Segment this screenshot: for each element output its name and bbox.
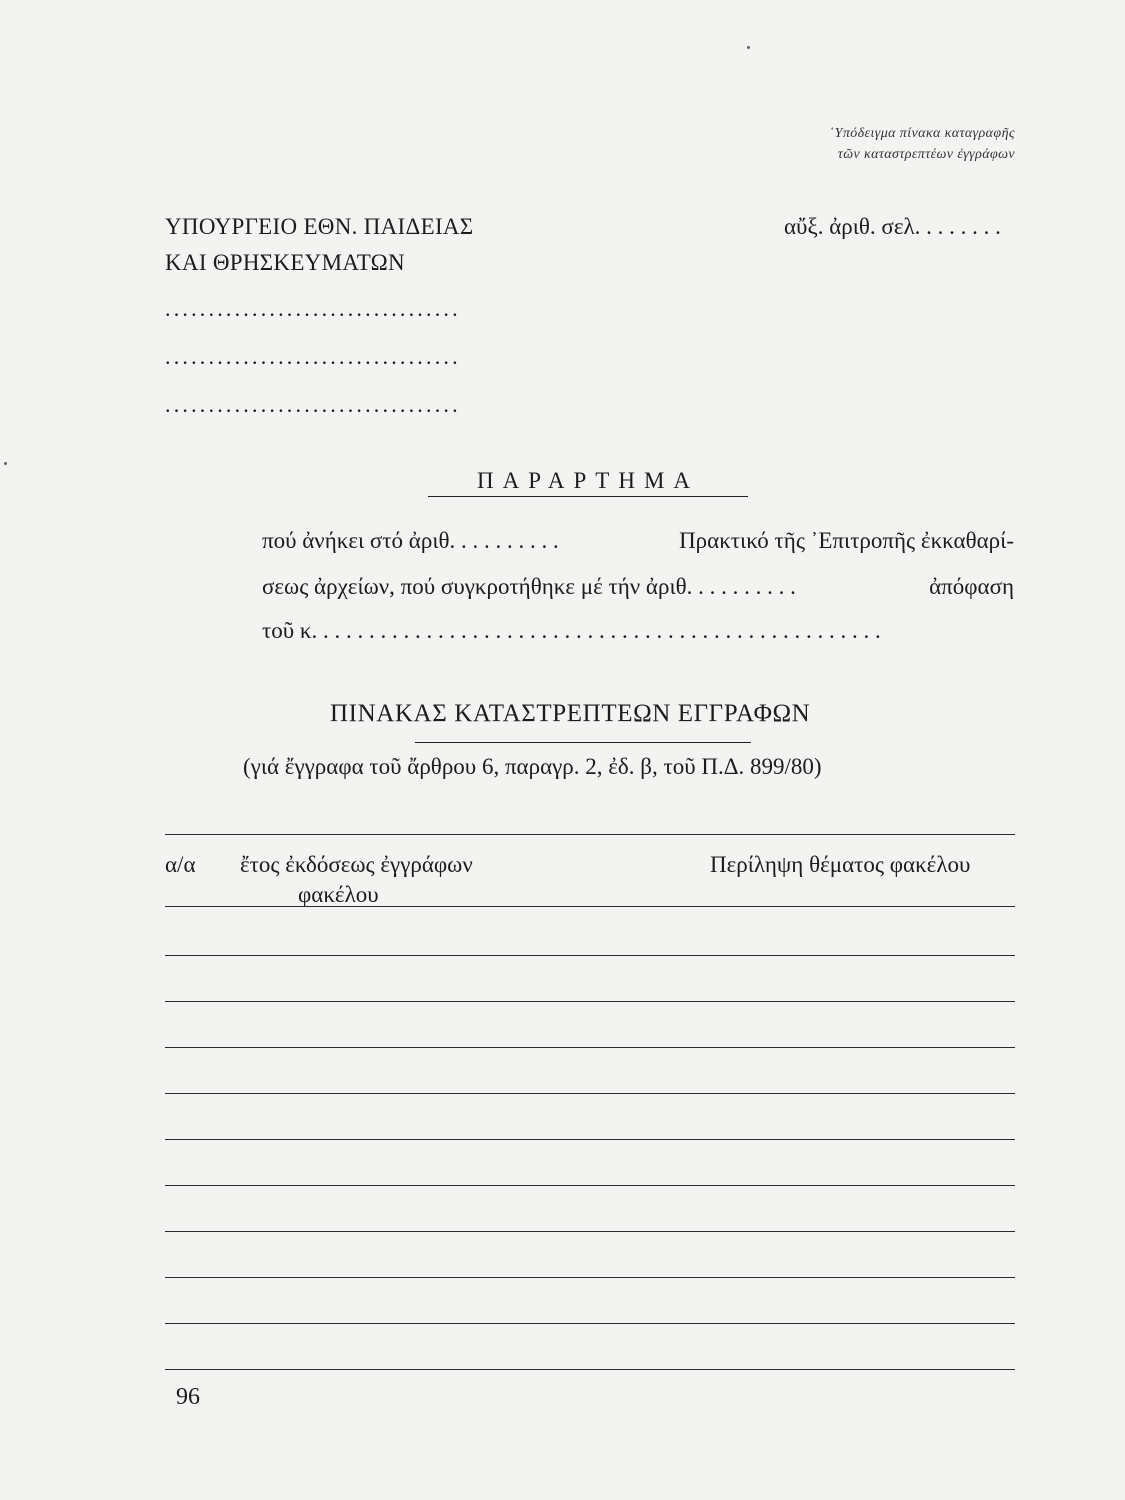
ministry-line-2: ΚΑΙ ΘΡΗΣΚΕΥΜΑΤΩΝ — [165, 250, 405, 275]
paragraph-line-3: τοῦ κ. . . . . . . . . . . . . . . . . . . . . . . . . . . . . . . . . . . . . . . . . . . . . . . . . . — [262, 618, 881, 643]
dotted-line-1: .................................. — [165, 296, 461, 321]
caption-line-1: ῾Υπόδειγμα πίνακα καταγραφῆς — [829, 126, 1015, 141]
header-year: ἔτος ἐκδόσεως ἐγγράφων — [240, 852, 473, 877]
scan-speck — [4, 462, 7, 465]
dotted-line-2: .................................. — [165, 344, 461, 369]
annex-title: ΠΑΡΑΡΤΗΜΑ — [428, 468, 748, 497]
paragraph-line-2 — [262, 574, 1014, 600]
scan-speck — [747, 46, 750, 49]
paragraph-line-1-left: πού ἀνήκει στό ἀριθ. . . . . . . . . . — [262, 528, 559, 553]
table-row — [165, 1093, 1015, 1094]
paragraph-line-1-right: Πρακτικό τῆς ᾿Επιτροπῆς ἐκκαθαρί- — [679, 528, 1014, 553]
table-row — [165, 1047, 1015, 1048]
ministry-line-1: ΥΠΟΥΡΓΕΙΟ ΕΘΝ. ΠΑΙΔΕΙΑΣ — [165, 214, 474, 239]
header-year-folder: φακέλου — [298, 882, 379, 907]
paragraph-line-2-left: σεως ἀρχείων, πού συγκροτήθηκε μέ τήν ἀριθ. . . . . . . . . . — [262, 574, 796, 599]
header-summary: Περίληψη θέματος φακέλου — [710, 852, 971, 877]
table-top-rule — [165, 834, 1015, 835]
caption-line-2: τῶν καταστρεπτέων ἐγγράφων — [837, 147, 1015, 162]
header-bottom-rule — [165, 906, 1015, 907]
table-row — [165, 1231, 1015, 1232]
dotted-line-3: .................................. — [165, 392, 461, 417]
table-row — [165, 1323, 1015, 1324]
page-number: 96 — [176, 1384, 200, 1410]
table-row — [165, 1139, 1015, 1140]
table-row — [165, 1277, 1015, 1278]
paragraph-line-2-right: ἀπόφαση — [929, 574, 1014, 599]
table-title-underline — [415, 742, 751, 743]
table-row — [165, 1001, 1015, 1002]
table-row — [165, 1369, 1015, 1370]
table-row — [165, 1185, 1015, 1186]
header-serial: α/α — [165, 852, 196, 877]
reference-number: αὔξ. ἀριθ. σελ. . . . . . . . — [784, 214, 1001, 239]
paragraph-line-1 — [262, 528, 1014, 554]
table-row — [165, 955, 1015, 956]
table-subtitle: (γιά ἔγγραφα τοῦ ἄρθρου 6, παραγρ. 2, ἐδ. β, τοῦ Π.Δ. 899/80) — [243, 754, 822, 779]
table-title: ΠΙΝΑΚΑΣ ΚΑΤΑΣΤΡΕΠΤΕΩΝ ΕΓΓΡΑΦΩΝ — [330, 700, 811, 727]
